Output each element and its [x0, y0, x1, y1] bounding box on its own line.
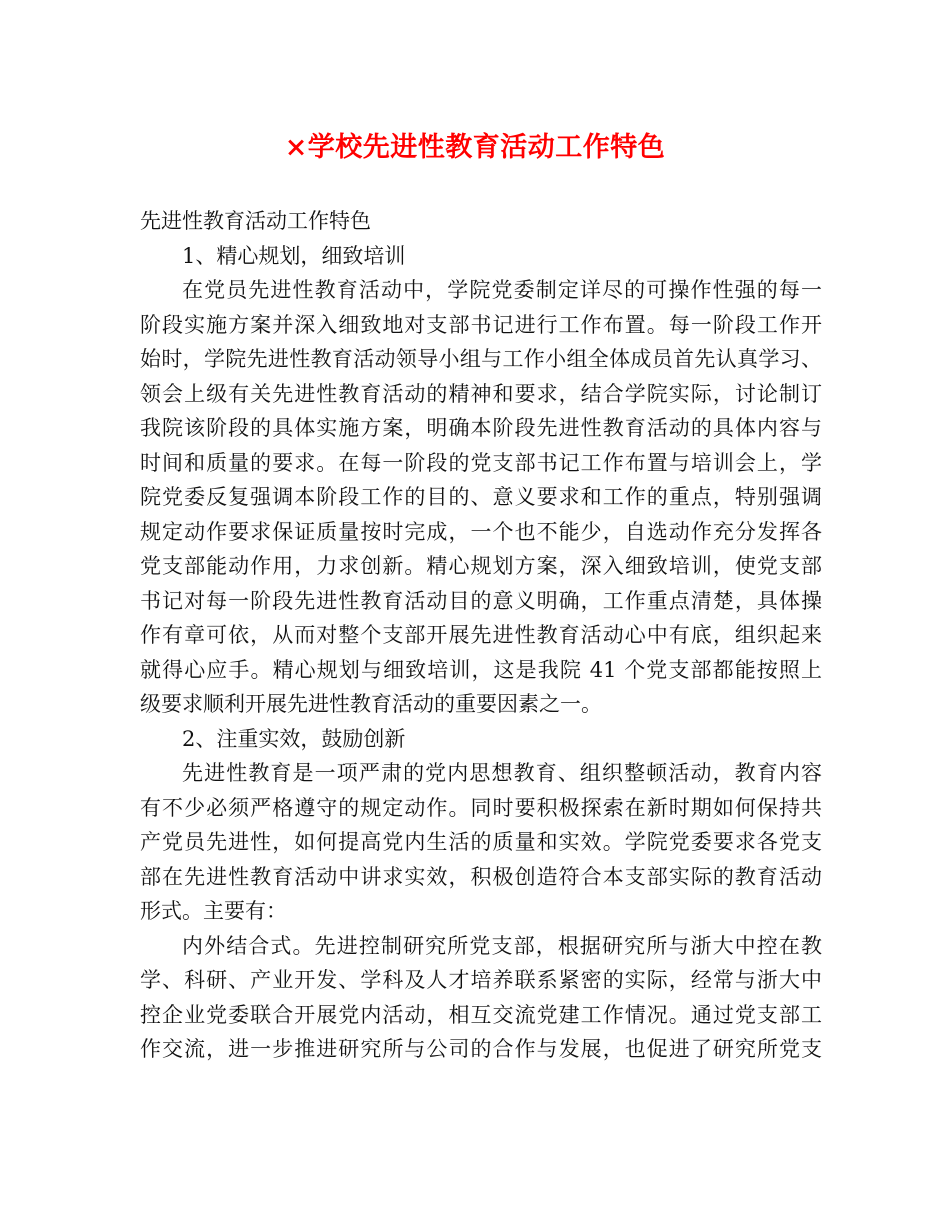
text-line: 在党员先进性教育活动中，学院党委制定详尽的可操作性强的每一	[182, 278, 822, 302]
text-line: 级要求顺利开展先进性教育活动的重要因素之一。	[140, 692, 602, 716]
text-line: 产党员先进性，如何提高党内生活的质量和实效。学院党委要求各党支	[140, 830, 822, 854]
text-line: 规定动作要求保证质量按时完成，一个也不能少，自选动作充分发挥各	[140, 519, 822, 544]
document-title: ×学校先进性教育活动工作特色	[284, 132, 666, 163]
text-line: 部在先进性教育活动中讲求实效，积极创造符合本支部实际的教育活动	[140, 864, 822, 889]
text-line: 书记对每一阶段先进性教育活动目的意义明确，工作重点清楚，具体操	[140, 588, 822, 613]
document-body	[140, 204, 822, 1067]
text-line: 内外结合式。先进控制研究所党支部，根据研究所与浙大中控在教	[182, 933, 822, 958]
text-line: 控企业党委联合开展党内活动，相互交流党建工作情况。通过党支部工	[140, 1002, 822, 1027]
text-line: 形式。主要有：	[140, 899, 287, 923]
text-line: 1、精心规划，细致培训	[182, 243, 406, 268]
text-line: 学、科研、产业开发、学科及人才培养联系紧密的实际，经常与浙大中	[140, 968, 822, 992]
text-line: 领会上级有关先进性教育活动的精神和要求，结合学院实际，讨论制订	[140, 381, 822, 406]
text-line: 就得心应手。精心规划与细致培训，这是我院 41 个党支部都能按照上	[140, 657, 822, 682]
text-line: 党支部能动作用，力求创新。精心规划方案，深入细致培训，使党支部	[140, 554, 822, 578]
text-line: 作交流，进一步推进研究所与公司的合作与发展，也促进了研究所党支	[140, 1037, 822, 1061]
text-line: 先进性教育活动工作特色	[140, 209, 371, 233]
text-line: 时间和质量的要求。在每一阶段的党支部书记工作布置与培训会上，学	[140, 450, 822, 475]
text-line: 我院该阶段的具体实施方案，明确本阶段先进性教育活动的具体内容与	[140, 416, 822, 440]
text-line: 作有章可依，从而对整个支部开展先进性教育活动心中有底，组织起来	[140, 623, 822, 647]
text-line: 有不少必须严格遵守的规定动作。同时要积极探索在新时期如何保持共	[140, 795, 822, 820]
text-line: 2、注重实效，鼓励创新	[182, 726, 406, 751]
text-line: 先进性教育是一项严肃的党内思想教育、组织整顿活动，教育内容	[182, 761, 822, 785]
text-line: 阶段实施方案并深入细致地对支部书记进行工作布置。每一阶段工作开	[140, 312, 822, 337]
text-line: 始时，学院先进性教育活动领导小组与工作小组全体成员首先认真学习、	[140, 347, 822, 371]
text-line: 院党委反复强调本阶段工作的目的、意义要求和工作的重点，特别强调	[140, 485, 822, 509]
